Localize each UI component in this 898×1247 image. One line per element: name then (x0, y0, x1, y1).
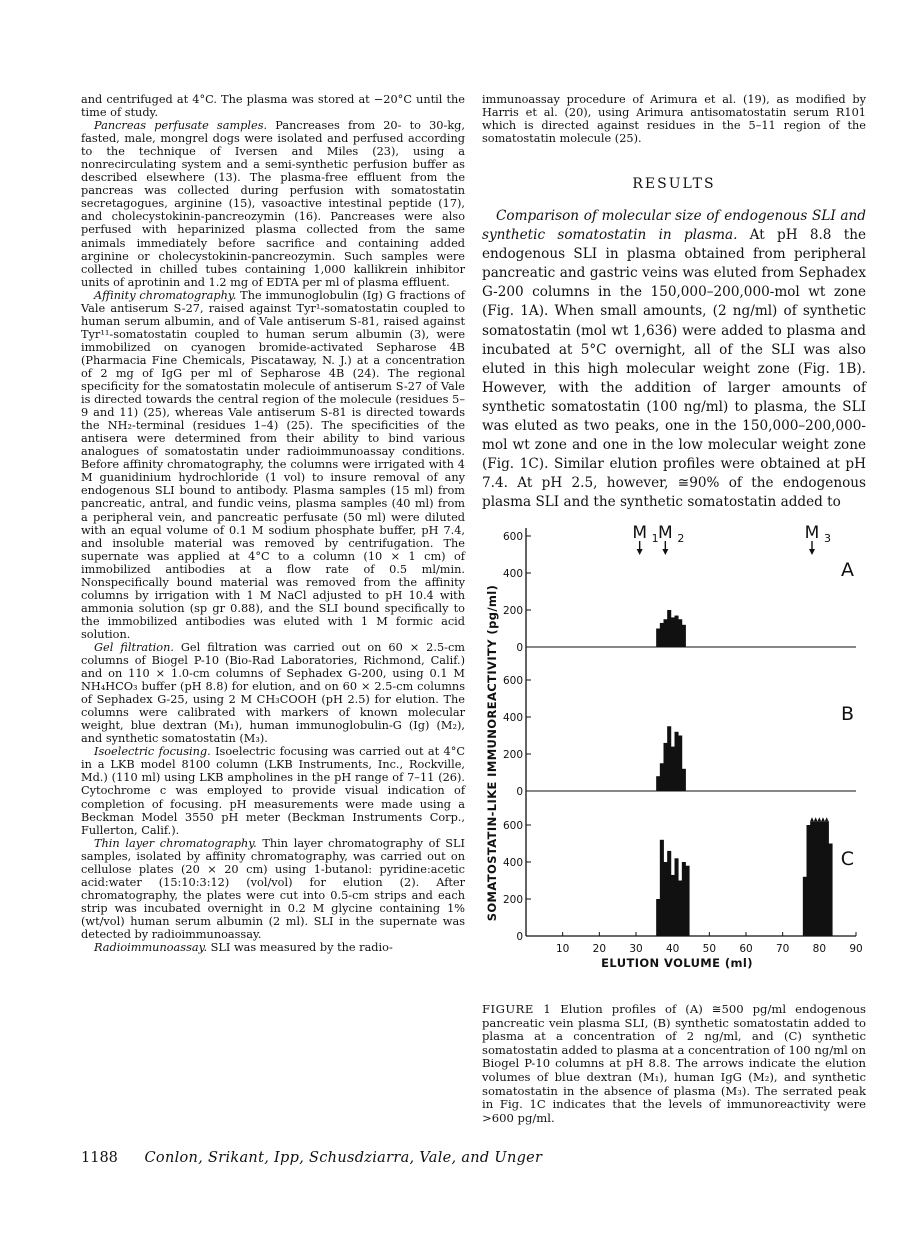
y-axis-label: SOMATOSTATIN-LIKE IMMUNOREACTIVITY (pg/ml) (485, 584, 499, 922)
subheading-isoelectric-focusing: Isoelectric focusing. (94, 745, 211, 759)
histogram-bar (814, 821, 818, 936)
results-heading: RESULTS (632, 176, 716, 192)
histogram-bar (660, 623, 664, 647)
histogram-bar (682, 862, 686, 936)
histogram-bar (686, 866, 690, 936)
figure-1 (482, 508, 872, 1004)
paragraph-gel-filtration (81, 641, 465, 745)
paragraph-text: The immunoglobulin (Ig) G fractions of Vale antiserum S-27, raised against Tyr¹-somatostatin coupled to human serum albumin, and of Vale antiserum S-81, raised against Tyr¹¹-somatostatin coupled to human serum albumin (3), were immobilized on cyanogen bromide-activated Sepharose 4B (Pharmacia Fine Chemicals, Piscataway, N. J.) at a concentration of 2 mg of IgG per ml of Sepharose 4B (24). The regional specificity for the somatostatin molecule of antiserum S-27 of Vale is directed towards the central region of the molecule (residues 5–9 and 11) (25), whereas Vale antiserum S-81 is directed towards the NH₂-terminal (residues 1–4) (25). The specificities of the antisera were determined from their ability to bind various analogues of somatostatin under radioimmunoassay conditions. Before affinity chromatography, the columns were irrigated with 4 M guanidinium hydrochloride (1 vol) to insure removal of any endogenous SLI bound to antibody. Plasma samples (15 ml) from pancreatic, antral, and fundic veins, plasma samples (40 ml) from a peripheral vein, and pancreatic perfusate (50 ml) were diluted with an equal volume of 0.1 M sodium phosphate buffer, pH 7.4, and insoluble material was removed by centrifugation. The supernate was applied at 4°C to a column (10 × 1 cm) of immobilized antibodies at a flow rate of 0.5 ml/min. Nonspecifically bound material was removed from the affinity columns by irrigation with 1 M NaCl adjusted to pH 10.4 with ammonia solution (sp gr 0.88), and the SLI bound specifically to the immobilized antibodies was eluted with 1 M formic acid solution. (81, 288, 465, 641)
paragraph-text: At pH 8.8 the endogenous SLI in plasma obtained from peripheral pancreatic and gastric veins was eluted from Sephadex G-200 columns in the 150,000–200,000-mol wt zone (Fig. 1A). When small amounts, (2 ng/ml) of synthetic somatostatin (mol wt 1,636) were added to plasma and incubated at 5°C overnight, all of the SLI was also eluted in this high molecular weight zone (Fig. 1B). However, with the addition of larger amounts of synthetic somatostatin (100 ng/ml) to plasma, the SLI was eluted as two peaks, one in the 150,000–200,000-mol wt zone and one in the low molecular weight zone (Fig. 1C). Similar elution profiles were obtained at pH 7.4. At pH 2.5, however, ≅90% of the endogenous plasma SLI and the synthetic somatostatin added to (482, 227, 866, 511)
serrated-peak (825, 817, 829, 821)
histogram-bar (656, 776, 660, 791)
x-tick-label: 50 (702, 943, 717, 955)
paragraph-text: Pancreases from 20- to 30-kg, fasted, male, mongrel dogs were isolated and perfused according to the technique of Iversen and Miles (23), using a nonrecirculating system and a semi-synthetic perfusion buffer as described elsewhere (13). The plasma-free effluent from the pancreas was collected during perfusion with somatostatin secretagogues, arginine (15), vasoactive intestinal peptide (17), and cholecystokinin-pancreozymin (16). Pancreases were also perfused with heparinized plasma collected from the same animals immediately before sacrifice and containing added arginine or cholecystokinin-pancreozymin. Such samples were collected in chilled tubes containing 1,000 kallikrein inhibitor units of aprotinin and 1.2 mg of EDTA per ml of plasma effluent. (81, 119, 465, 289)
y-tick-label: 400 (502, 712, 523, 724)
paragraph-text: Gel filtration was carried out on 60 × 2.5-cm columns of Biogel P-10 (Bio-Rad Laboratories, Richmond, Calif.) and on 110 × 1.0-cm columns of Sephadex G-200, using 0.1 M NH₄HCO₃ buffer (pH 8.8) for elution, and on 60 × 2.5-cm columns of Sephadex G-25, using 2 M CH₃COOH (pH 2.5) for elution. The columns were calibrated with markers of known molecular weight, blue dextran (M₁), human immunoglobulin-G (Ig) (M₂), and synthetic somatostatin (M₃). (81, 640, 465, 746)
marker-subscript: 2 (677, 532, 685, 545)
histogram-bar (656, 629, 660, 648)
histogram-bar (667, 851, 671, 936)
marker-label: M (657, 523, 673, 543)
histogram-bar (660, 763, 664, 791)
histogram-bar (803, 877, 807, 936)
paragraph-isoelectric-focusing (81, 745, 465, 836)
marker-subscript: 3 (824, 532, 831, 545)
marker-arrow-head (809, 549, 815, 555)
histogram-bar (664, 862, 668, 936)
histogram-bar (678, 619, 682, 647)
serrated-peak (814, 817, 818, 821)
serrated-peak (821, 817, 825, 821)
x-tick-label: 10 (555, 943, 570, 955)
histogram-bar (821, 821, 825, 936)
x-tick-label: 20 (592, 943, 607, 955)
histogram-bar (825, 821, 829, 936)
y-tick-label: 600 (502, 675, 523, 687)
histogram-bar (675, 616, 679, 647)
histogram-bar (667, 726, 671, 791)
page-footer (81, 1150, 781, 1166)
marker-label: M (804, 523, 820, 543)
y-tick-label: 0 (516, 786, 523, 798)
panel-label: B (840, 703, 854, 725)
results-paragraph (482, 207, 866, 513)
histogram-bar (829, 844, 833, 937)
x-tick-label: 80 (812, 943, 827, 955)
histogram-bar (675, 732, 679, 791)
serrated-peak (810, 817, 814, 821)
histogram-bar (682, 769, 686, 791)
panel-label: C (840, 848, 854, 870)
histogram-bar (671, 617, 675, 647)
x-tick-label: 90 (849, 943, 863, 955)
paragraph-plasma-storage: and centrifuged at 4°C. The plasma was stored at −20°C until the time of study. (81, 93, 465, 120)
histogram-bar (671, 747, 675, 791)
elution-profile-chart (482, 508, 872, 1000)
marker-label: M (632, 523, 648, 543)
x-axis-label: ELUTION VOLUME (ml) (601, 956, 753, 970)
subheading-molecular-size: Comparison of molecular size of endogenous SLI and synthetic somatostatin in plasma. (482, 208, 866, 244)
page-number: 1188 (81, 1150, 118, 1166)
histogram-bar (678, 881, 682, 937)
histogram-bar (664, 743, 668, 791)
histogram-bar (810, 821, 814, 936)
running-authors: Conlon, Srikant, Ipp, Schusdziarra, Vale, and Unger (144, 1150, 543, 1166)
figure-caption (482, 1003, 866, 1125)
paragraph-pancreas-perfusate (81, 119, 465, 289)
results-body (482, 207, 866, 513)
x-tick-label: 30 (629, 943, 643, 955)
paragraph-radioimmunoassay-cont: immunoassay procedure of Arimura et al. (19), as modified by Harris et al. (20), using Arimura antisomatostatin serum R101 which is directed against residues in the 5–11 region of the somatostatin molecule (25). (482, 93, 866, 146)
histogram-bar (675, 858, 679, 936)
y-tick-label: 0 (516, 642, 523, 654)
marker-arrow-head (637, 549, 643, 555)
histogram-bar (671, 875, 675, 936)
y-tick-label: 400 (502, 568, 523, 580)
paragraph-radioimmunoassay (81, 941, 465, 954)
histogram-bar (660, 840, 664, 936)
subheading-gel-filtration: Gel filtration. (94, 640, 174, 654)
paragraph-text: SLI was measured by the radio- (207, 941, 393, 955)
paragraph-affinity-chromatography (81, 289, 465, 641)
paragraph-thin-layer (81, 837, 465, 941)
marker-subscript: 1 (651, 532, 659, 545)
y-tick-label: 600 (502, 531, 523, 543)
paragraph-text: Isoelectric focusing was carried out at 4°C in a LKB model 8100 column (LKB Instruments, Inc., Rockville, Md.) (110 ml) using LKB ampholines in the pH range of 7–11 (26). Cytochrome c was employed to provide visual indication of completion of focusing. pH measurements were made using a Beckman Model 3550 pH meter (Beckman Instruments Corp., Fullerton, Calif.). (81, 745, 466, 837)
histogram-bar (678, 736, 682, 792)
subheading-pancreas-perfusate: Pancreas perfusate samples. (94, 119, 268, 133)
right-column-top (482, 93, 866, 145)
caption-text: Elution profiles of (A) ≅500 pg/ml endogenous pancreatic vein plasma SLI, (B) synthetic somatostatin added to plasma at a concentration of 2 ng/ml, and (C) synthetic somatostatin added to plasma at a concentration of 100 ng/ml on Biogel P-10 columns at pH 8.8. The arrows indicate the elution volumes of blue dextran (M₁), human IgG (M₂), and synthetic somatostatin in the absence of plasma (M₃). The serrated peak in Fig. 1C indicates that the levels of immunoreactivity were >600 pg/ml. (482, 1002, 866, 1125)
y-tick-label: 200 (502, 605, 523, 617)
x-tick-label: 60 (739, 943, 753, 955)
y-tick-label: 400 (502, 857, 523, 869)
paragraph-text: Thin layer chromatography of SLI samples, isolated by affinity chromatography, was carried out on cellulose plates (20 × 20 cm) using 1-butanol: pyridine:acetic acid:water (15:10:3:12) (vol/vol) for elution (2). After chromatography, the plates were cut into 0.5-cm strips and each strip was incubated overnight in 0.2 M glycine containing 1% (wt/vol) human serum albumin (2 ml). SLI in the supernate was detected by radioimmunoassay. (81, 836, 465, 941)
marker-arrow-head (662, 549, 668, 555)
y-tick-label: 0 (516, 931, 523, 943)
histogram-bar (682, 625, 686, 647)
x-tick-label: 40 (665, 943, 680, 955)
caption-label: FIGURE 1 (482, 1002, 552, 1016)
histogram-bar (807, 825, 811, 936)
y-tick-label: 200 (502, 749, 523, 761)
histogram-bar (656, 899, 660, 936)
histogram-bar (664, 619, 668, 647)
subheading-radioimmunoassay: Radioimmunoassay. (94, 941, 208, 955)
y-tick-label: 200 (502, 894, 523, 906)
serrated-peak (818, 817, 822, 821)
x-tick-label: 70 (775, 943, 790, 955)
left-column (81, 93, 465, 954)
panel-label: A (841, 559, 854, 581)
subheading-thin-layer: Thin layer chromatography. (94, 836, 257, 850)
histogram-bar (818, 821, 822, 936)
subheading-affinity-chromatography: Affinity chromatography. (94, 288, 237, 302)
histogram-bar (667, 610, 671, 647)
y-tick-label: 600 (502, 820, 523, 832)
